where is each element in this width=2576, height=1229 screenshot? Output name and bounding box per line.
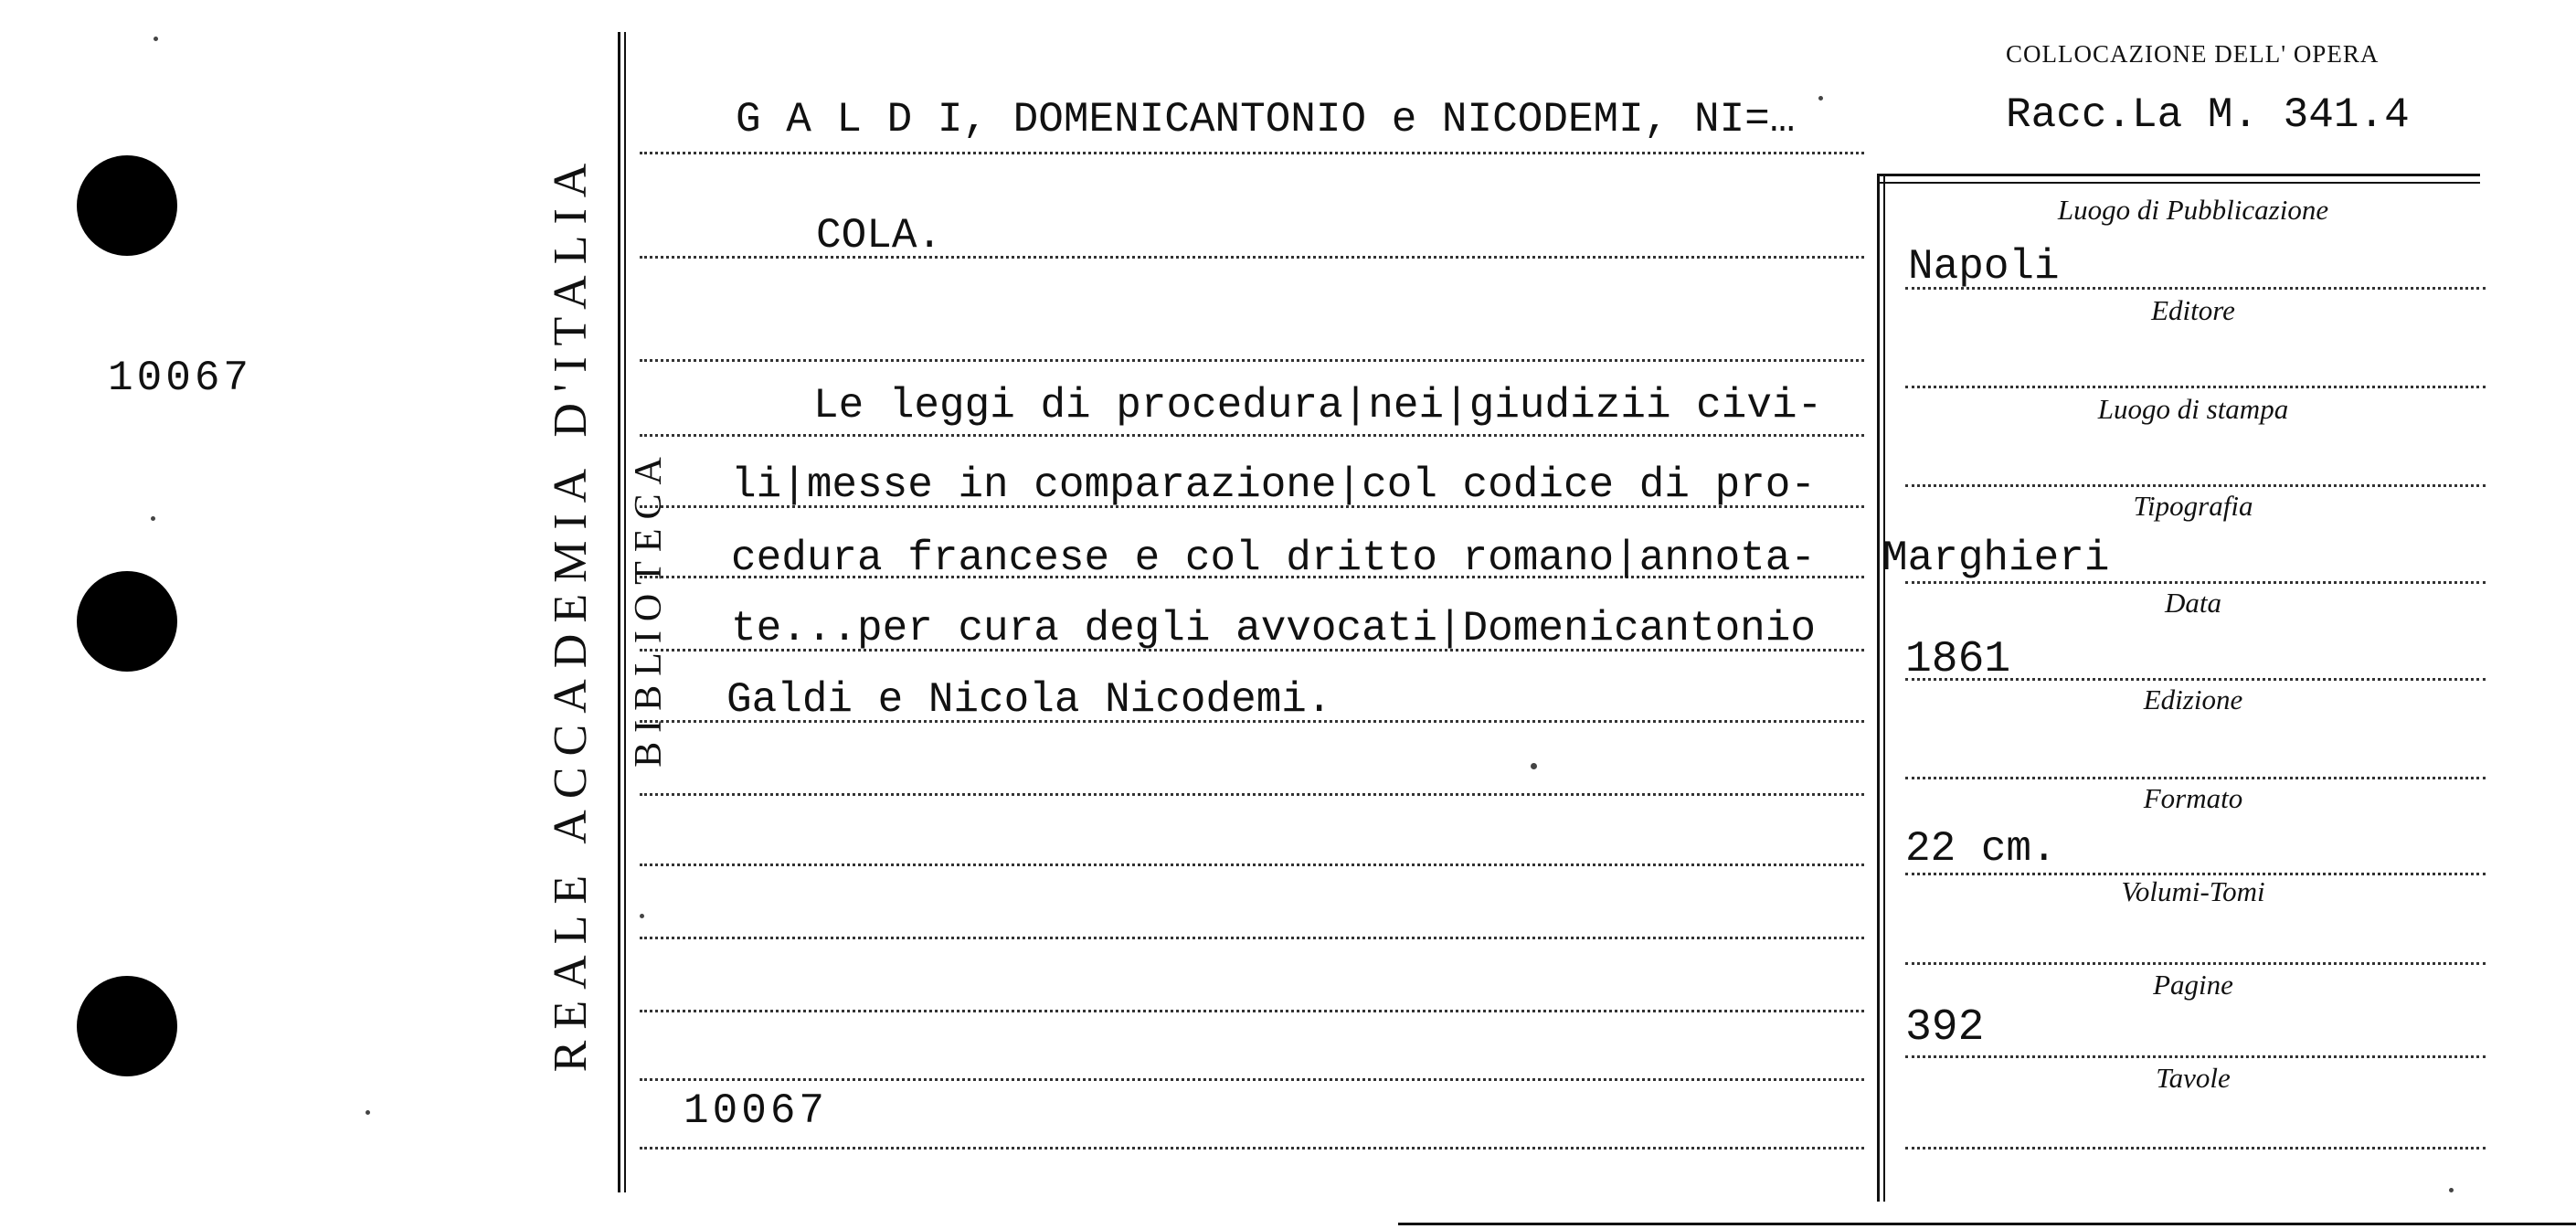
label-tipografia: Tipografia xyxy=(2133,490,2253,522)
right-box-rule-outer xyxy=(1877,174,1880,1202)
rule-line xyxy=(640,863,1864,866)
field-rule xyxy=(1905,1147,2486,1150)
punch-hole-top xyxy=(77,155,177,256)
label-volumi-tomi: Volumi-Tomi xyxy=(2121,875,2265,907)
punch-hole-bottom xyxy=(77,976,177,1076)
shelfmark-value: Racc.La M. 341.4 xyxy=(2006,91,2410,139)
left-rule-outer xyxy=(618,32,620,1192)
institution-name: REALE ACCADEMIA D'ITALIA xyxy=(545,152,597,1073)
dust-speck xyxy=(154,37,158,41)
title-line-5: Galdi e Nicola Nicodemi. xyxy=(726,676,1332,724)
label-data: Data xyxy=(2165,587,2221,619)
value-data: 1861 xyxy=(1905,635,2011,684)
dust-speck xyxy=(366,1110,370,1115)
rule-line xyxy=(640,1010,1864,1012)
rule-line xyxy=(640,1147,1864,1150)
title-line-2: li|messe in comparazione|col codice di pro- xyxy=(731,461,1816,509)
field-rule xyxy=(1905,386,2486,388)
dust-speck xyxy=(2449,1188,2454,1192)
label-luogo-pubblicazione: Luogo di Pubblicazione xyxy=(2057,194,2329,226)
title-line-4: te...per cura degli avvocati|Domenicantonio xyxy=(731,605,1816,652)
rule-line xyxy=(640,434,1864,437)
label-tavole: Tavole xyxy=(2156,1062,2231,1094)
dust-speck xyxy=(1531,763,1537,769)
label-edizione: Edizione xyxy=(2143,683,2243,715)
label-luogo-stampa: Luogo di stampa xyxy=(2097,393,2289,425)
field-rule xyxy=(1905,484,2486,487)
punch-hole-middle xyxy=(77,571,177,672)
value-pagine: 392 xyxy=(1905,1003,1985,1053)
rule-line xyxy=(640,1078,1864,1081)
title-line-1: Le leggi di procedura|nei|giudizii civi- xyxy=(813,382,1823,429)
label-formato: Formato xyxy=(2143,782,2243,814)
shelfmark-label: COLLOCAZIONE DELL' OPERA xyxy=(2006,40,2380,68)
field-rule xyxy=(1905,1055,2486,1058)
value-tipografia: Marghieri xyxy=(1882,535,2110,582)
right-box-rule-inner xyxy=(1883,174,1885,1202)
left-rule-inner xyxy=(624,32,626,1192)
author-heading-line-2: COLA. xyxy=(816,212,943,260)
footer-accession-number: 10067 xyxy=(684,1087,829,1135)
library-name: BIBLIOTECA xyxy=(628,448,670,768)
value-formato: 22 cm. xyxy=(1905,825,2057,873)
dust-speck xyxy=(1818,96,1823,101)
rule-line xyxy=(640,793,1864,796)
field-rule xyxy=(1905,777,2486,779)
dust-speck xyxy=(151,516,155,521)
dust-speck xyxy=(640,914,644,918)
label-editore: Editore xyxy=(2151,294,2235,326)
label-pagine: Pagine xyxy=(2153,969,2233,1001)
right-box-top-rule-2 xyxy=(1877,182,2480,184)
right-box-top-rule-1 xyxy=(1877,174,2480,176)
bottom-rule xyxy=(1398,1223,2576,1225)
margin-accession-number: 10067 xyxy=(108,355,253,402)
title-line-3: cedura francese e col dritto romano|annota- xyxy=(731,535,1816,582)
rule-line xyxy=(640,359,1864,362)
author-heading-line-1: G A L D I, DOMENICANTONIO e NICODEMI, NI=… xyxy=(736,96,1796,143)
rule-line xyxy=(640,152,1864,154)
field-rule xyxy=(1905,962,2486,965)
rule-line xyxy=(640,937,1864,939)
value-luogo-pubblicazione: Napoli xyxy=(1908,243,2060,291)
